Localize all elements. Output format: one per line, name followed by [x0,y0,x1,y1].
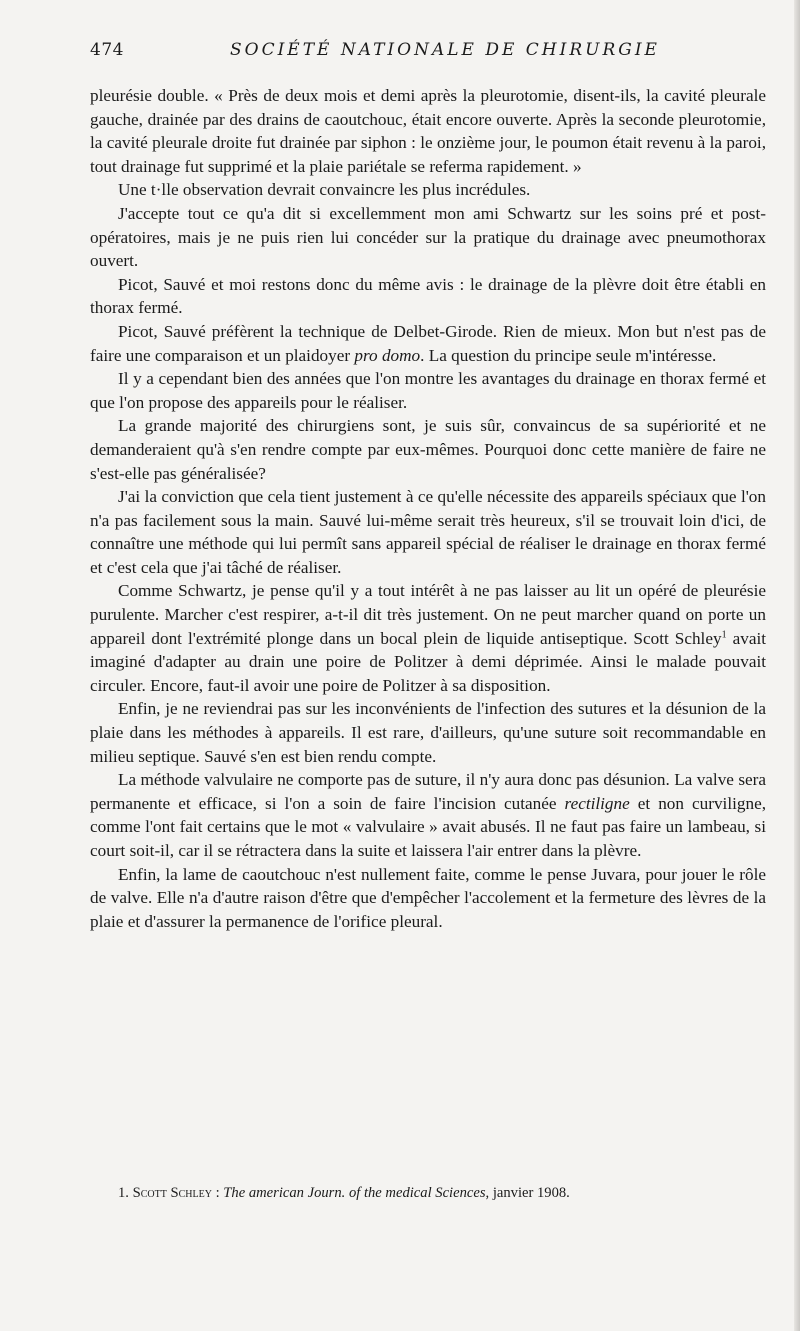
paragraph-9-text-a: Comme Schwartz, je pense qu'il y a tout intérêt à ne pas laisser au lit un opéré de pleurésie purulente. Marcher c'est respirer, a-t-il dit très justement. On ne peut marcher quand on porte un appareil dont l'extrémité plonge dans un bocal plein de liquide antiseptique. Scott Schley [90,581,766,648]
page-number: 474 [90,40,124,60]
paragraph-2: Une t·lle observation devrait convaincre les plus incrédules. [118,180,531,200]
paragraph-5 [90,320,766,367]
paragraph-5-text-b: . La question du principe seule m'intéresse. [420,345,717,365]
paragraph-8: J'ai la conviction que cela tient justement à ce qu'elle nécessite des appareils spéciaux que l'on n'a pas facilement sous la main. Sauvé lui-même serait très heureux, s'il se trouvait loin d'ici, de connaître une méthode qui lui permît sans appareil spécial de réaliser le drainage en thorax fermé et c'est cela que j'ai tâché de réaliser. [90,487,766,577]
paragraph-10: Enfin, je ne reviendrai pas sur les inconvénients de l'infection des sutures et la désunion de la plaie dans les méthodes à appareils. Il est rare, d'ailleurs, qu'une suture soit recommandable en milieu septique. Sauvé s'en est bien rendu compte. [90,699,766,766]
paragraph-5-text-a: Picot, Sauvé préfèrent la technique de Delbet-Girode. Rien de mieux. Mon but n'est pas de faire une comparaison et un plaidoyer [90,321,766,365]
body-text [90,84,766,933]
paragraph-11-text-a: La méthode valvulaire ne comporte pas de suture, il n'y aura donc pas désunion. La valve sera permanente et efficace, si l'on a soin de faire l'incision cutanée [90,770,766,813]
paragraph-1: pleurésie double. « Près de deux mois et demi après la pleurotomie, disent-ils, la cavité pleurale gauche, drainée par des drains de caoutchouc, était encore ouverte. Après la seconde pleurotomie, la cavité pleurale droite fut drainée par siphon : le onzième jour, le poumon était revenu à la paroi, tout drainage fut supprimé et la plaie pariétale se referma rapidement. » [90,86,766,176]
paragraph-7: La grande majorité des chirurgiens sont, je suis sûr, convaincus de sa supériorité et ne demanderaient qu'à s'en rendre compte par eux-mêmes. Pourquoi donc cette manière de faire ne s'est-elle pas généralisée? [90,416,766,483]
paragraph-9-text-b: avait imaginé d'adapter au drain une poire de Politzer à demi déprimée. Ainsi le malade pouvait circuler. Encore, faut-il avoir une poire de Politzer à sa disposition. [90,628,766,695]
footnote-journal: The american Journ. of the medical Sciences [223,1185,486,1201]
footnote-date: , janvier 1908. [485,1185,570,1201]
paragraph-11-italic: rectiligne [564,793,630,813]
page-edge [794,0,800,1331]
footnote-number: 1. [118,1185,129,1201]
paragraph-12: Enfin, la lame de caoutchouc n'est nullement faite, comme le pense Juvara, pour jouer le rôle de valve. Elle n'a d'autre raison d'être que d'empêcher l'accolement et la fermeture des lèvres de la plaie et d'assurer la permanence de l'orifice pleural. [90,864,766,931]
paragraph-4: Picot, Sauvé et moi restons donc du même avis : le drainage de la plèvre doit être établi en thorax fermé. [90,274,766,318]
paragraph-9 [90,579,766,697]
paragraph-5-italic: pro domo [354,345,421,365]
page-header [90,40,766,70]
footnote-separator: : [211,1185,224,1201]
paragraph-11-text-b: et non curviligne, comme l'ont fait certains que le mot « valvulaire » avait abusés. Il ne faut pas faire un lambeau, si court soit-il, car il se rétractera dans la suite et laissera l'air entrer dans la plèvre. [90,793,766,860]
paragraph-6: Il y a cependant bien des années que l'on montre les avantages du drainage en thorax fermé et que l'on propose des appareils pour le réaliser. [90,369,766,412]
footnote-reference: 1 [721,628,727,640]
paragraph-11 [90,768,766,862]
footnote [118,1183,758,1203]
footnote-author: Scott Schley [132,1185,212,1201]
paragraph-3: J'accepte tout ce qu'a dit si excellemment mon ami Schwartz sur les soins pré et post-opératoires, mais je ne puis rien lui concéder sur la pratique du drainage avec pneumothorax ouvert. [90,203,766,271]
running-head: SOCIÉTÉ NATIONALE DE CHIRURGIE [230,40,660,60]
